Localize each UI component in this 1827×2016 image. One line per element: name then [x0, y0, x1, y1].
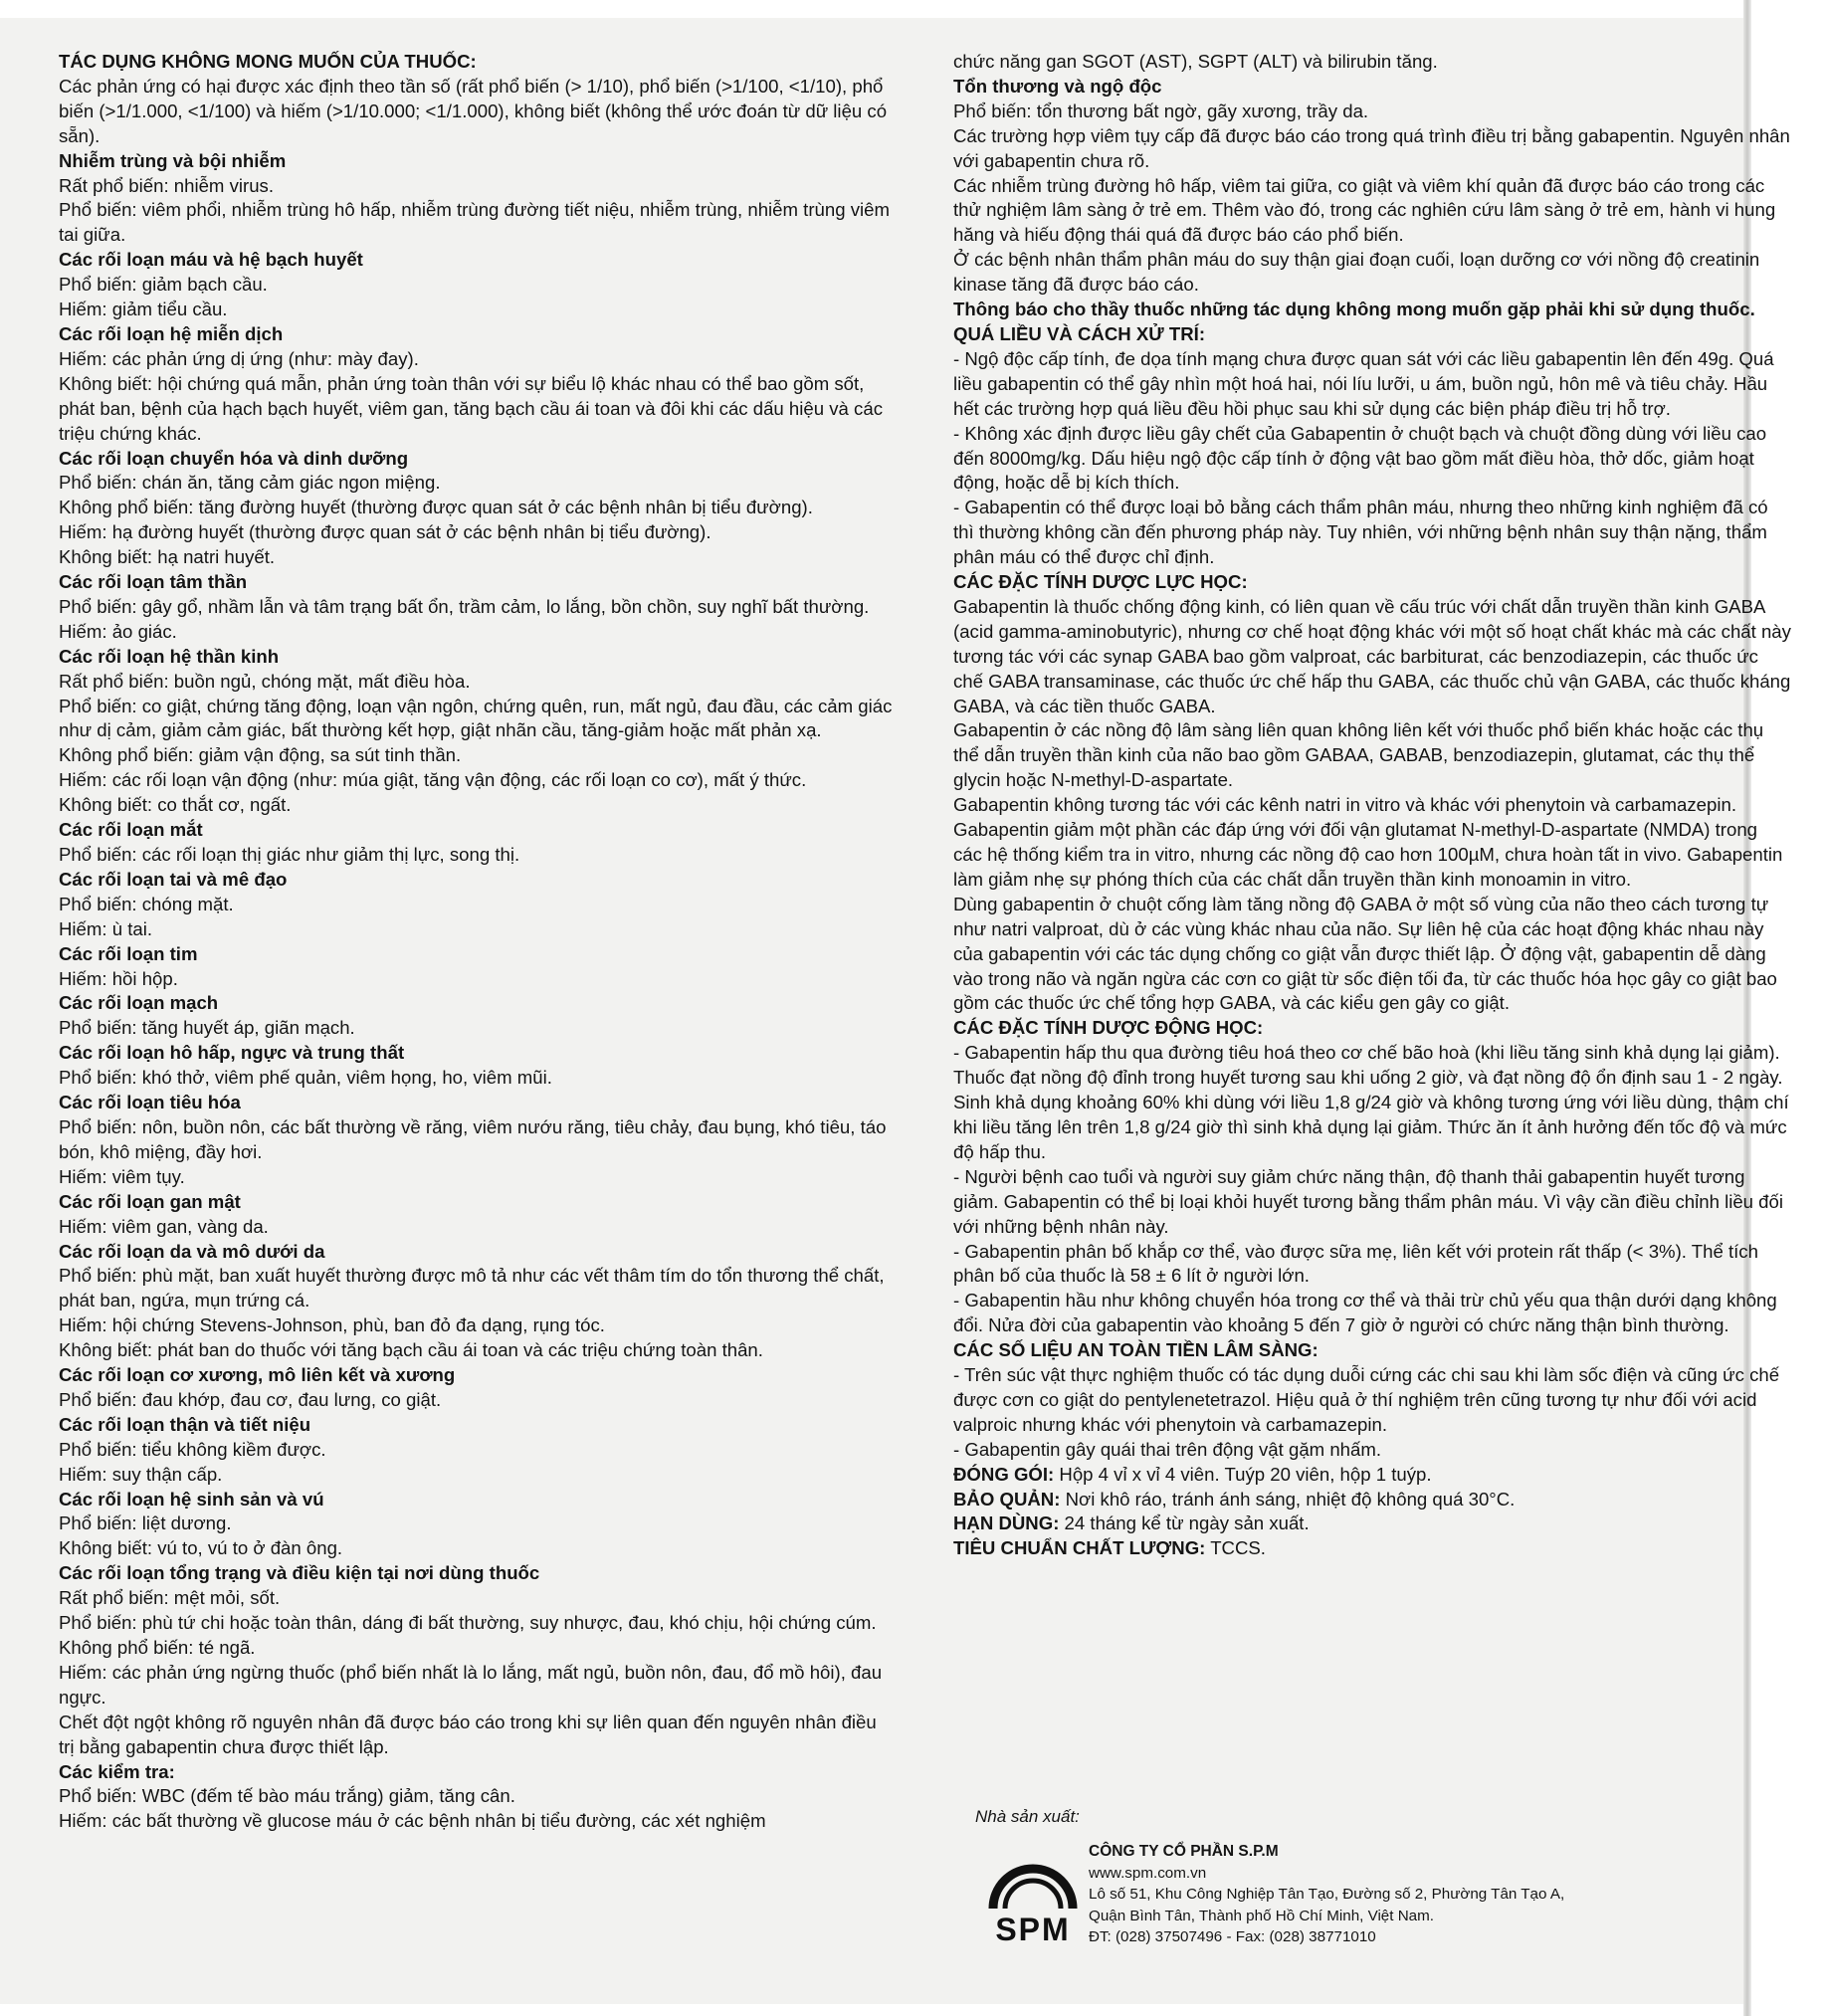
- paragraph: Phổ biến: tiểu không kiềm được.: [59, 1438, 326, 1460]
- paragraph: Phổ biến: liệt dương.: [59, 1512, 232, 1534]
- product-info-line: [953, 1512, 1791, 1536]
- paragraph: Không biết: phát ban do thuốc với tăng bạch cầu ái toan và các triệu chứng toàn thân.: [59, 1339, 763, 1361]
- section-heading: Các rối loạn hệ thần kinh: [59, 645, 280, 667]
- paragraph: Các nhiễm trùng đường hô hấp, viêm tai giữa, co giật và viêm khí quản đã được báo cáo trong các thử nghiệm lâm sàng ở trẻ em. Thêm vào đó, trong các nghiên cứu lâm sàng ở trẻ em, hành vi hung hăng và hiếu động thái quá đã được báo cáo phổ biến.: [953, 174, 1776, 246]
- section-heading: Các rối loạn cơ xương, mô liên kết và xương: [59, 1364, 456, 1386]
- paragraph: Không phổ biến: tăng đường huyết (thường được quan sát ở các bệnh nhân bị tiểu đường).: [59, 497, 813, 518]
- paragraph: - Trên súc vật thực nghiệm thuốc có tác dụng duỗi cứng các chi sau khi làm sốc điện và cũng ức chế được cơn co giật do pentylenetetrazol. Hiệu quả ở thí nghiệm trên cũng tương tự như đối với acid valproic nhưng khác với phenytoin và carbamazepin.: [953, 1364, 1780, 1435]
- paragraph: Hiếm: các phản ứng ngừng thuốc (phổ biến nhất là lo lắng, mất ngủ, buồn nôn, đau, đổ mồ hôi), đau ngực.: [59, 1661, 883, 1708]
- section-heading: Các rối loạn máu và hệ bạch huyết: [59, 249, 363, 271]
- section-heading: Các rối loạn chuyển hóa và dinh dưỡng: [59, 447, 409, 469]
- paragraph: Phổ biến: co giật, chứng tăng động, loạn vận ngôn, chứng quên, run, mất ngủ, đau đầu, các cảm giác như dị cảm, giảm cảm giác, bất thường kết hợp, giật nhãn cầu, tăng-giảm hoặc mất phản xạ.: [59, 695, 893, 741]
- section-heading: Các rối loạn tổng trạng và điều kiện tại nơi dùng thuốc: [59, 1562, 540, 1584]
- product-info-value: Nơi khô ráo, tránh ánh sáng, nhiệt độ không quá 30°C.: [1060, 1488, 1516, 1510]
- paragraph: Rất phổ biến: mệt mỏi, sốt.: [59, 1587, 281, 1609]
- section-heading: CÁC ĐẶC TÍNH DƯỢC LỰC HỌC:: [953, 571, 1248, 593]
- section-heading: Các rối loạn hệ sinh sản và vú: [59, 1488, 324, 1510]
- left-column: [59, 50, 893, 1834]
- paragraph: Các trường hợp viêm tụy cấp đã được báo cáo trong quá trình điều trị bằng gabapentin. Nguyên nhân với gabapentin chưa rõ.: [953, 124, 1790, 171]
- section-heading: TÁC DỤNG KHÔNG MONG MUỐN CỦA THUỐC:: [59, 51, 477, 72]
- paragraph: Hiếm: ảo giác.: [59, 620, 177, 642]
- paragraph: Hiếm: ù tai.: [59, 917, 153, 939]
- paragraph: Hiếm: suy thận cấp.: [59, 1463, 223, 1485]
- paragraph: Hiếm: hạ đường huyết (thường được quan sát ở các bệnh nhân bị tiểu đường).: [59, 521, 711, 543]
- product-info-line: [953, 1536, 1791, 1561]
- paragraph: Gabapentin ở các nồng độ lâm sàng liên quan không liên kết với thuốc phổ biến khác hoặc các thụ thể dẫn truyền thần kinh của não bao gồm GABAA, GABAB, benzodiazepin, glutamat, các thụ thể glycin hoặc N-methyl-D-aspartate.: [953, 719, 1764, 791]
- paragraph: Phổ biến: chán ăn, tăng cảm giác ngon miệng.: [59, 472, 441, 494]
- product-info-label: HẠN DÙNG:: [953, 1512, 1060, 1534]
- logo-text: SPM: [995, 1912, 1071, 1946]
- paragraph: Phổ biến: WBC (đếm tế bào máu trắng) giảm, tăng cân.: [59, 1785, 515, 1807]
- paragraph: - Không xác định được liều gây chết của Gabapentin ở chuột bạch và chuột đồng dùng với liều cao đến 8000mg/kg. Dấu hiệu ngộ độc cấp tính ở động vật bao gồm mất điều hòa, thở dốc, giảm hoạt động, hoặc dễ bị kích thích.: [953, 422, 1767, 494]
- paragraph: Phổ biến: đau khớp, đau cơ, đau lưng, co giật.: [59, 1388, 442, 1410]
- product-info-label: TIÊU CHUẨN CHẤT LƯỢNG:: [953, 1537, 1206, 1559]
- section-heading: CÁC ĐẶC TÍNH DƯỢC ĐỘNG HỌC:: [953, 1017, 1264, 1039]
- paragraph: - Người bệnh cao tuổi và người suy giảm chức năng thận, độ thanh thải gabapentin huyết tương giảm. Gabapentin có thể bị loại khỏi huyết tương bằng thẩm phân máu. Vì vậy cần điều chỉnh liều đối với những bệnh nhân này.: [953, 1165, 1783, 1237]
- paragraph: Chết đột ngột không rõ nguyên nhân đã được báo cáo trong khi sự liên quan đến nguyên nhân điều trị bằng gabapentin chưa được thiết lập.: [59, 1711, 877, 1757]
- paragraph: Hiếm: viêm tụy.: [59, 1165, 185, 1187]
- product-info-value: Hộp 4 vỉ x vỉ 4 viên. Tuýp 20 viên, hộp 1 tuýp.: [1054, 1463, 1432, 1485]
- paragraph: Hiếm: các rối loạn vận động (như: múa giật, tăng vận động, các rối loạn co cơ), mất ý thức.: [59, 769, 807, 791]
- product-info-line: [953, 1463, 1791, 1488]
- product-info-value: TCCS.: [1205, 1537, 1266, 1559]
- company-address-1: Lô số 51, Khu Công Nghiệp Tân Tạo, Đường số 2, Phường Tân Tạo A,: [1089, 1886, 1565, 1903]
- paragraph: - Ngộ độc cấp tính, đe dọa tính mạng chưa được quan sát với các liều gabapentin lên đến 49g. Quá liều gabapentin có thể gây nhìn một hoá hai, nói líu lưỡi, u ám, buồn ngủ, hôn mê và tiêu chảy. Hầu hết các trường hợp quá liều đều hồi phục sau khi sử dụng các biện pháp điều trị hỗ trợ.: [953, 347, 1774, 419]
- paragraph: Rất phổ biến: buồn ngủ, chóng mặt, mất điều hòa.: [59, 670, 471, 692]
- paragraph: Phổ biến: viêm phổi, nhiễm trùng hô hấp, nhiễm trùng đường tiết niệu, nhiễm trùng, nhiễm trùng viêm tai giữa.: [59, 199, 890, 246]
- paragraph: Ở các bệnh nhân thẩm phân máu do suy thận giai đoạn cuối, loạn dưỡng cơ với nồng độ creatinin kinase tăng đã được báo cáo.: [953, 249, 1760, 296]
- paragraph: Không biết: hội chứng quá mẫn, phản ứng toàn thân với sự biểu lộ khác nhau có thể bao gồm sốt, phát ban, bệnh của hạch bạch huyết, viêm gan, tăng bạch cầu ái toan và đôi khi các dấu hiệu và các triệu chứng khác.: [59, 372, 883, 444]
- paragraph: Gabapentin là thuốc chống động kinh, có liên quan về cấu trúc với chất dẫn truyền thần kinh GABA (acid gamma-aminobutyric), nhưng cơ chế hoạt động khác với một số hoạt chất khác mà các chất này tương tác với các synap GABA bao gồm valproat, các barbiturat, các benzodiazepin, các thuốc ức chế GABA transaminase, các thuốc ức chế hấp thu GABA, các thuốc chủ vận GABA, các thuốc kháng GABA, và các tiền thuốc GABA.: [953, 595, 1791, 716]
- section-heading: CÁC SỐ LIỆU AN TOÀN TIỀN LÂM SÀNG:: [953, 1339, 1319, 1361]
- section-heading: Các rối loạn hô hấp, ngực và trung thất: [59, 1042, 405, 1064]
- section-heading: Các rối loạn mắt: [59, 819, 203, 841]
- section-heading: Các rối loạn gan mật: [59, 1190, 241, 1212]
- company-name: CÔNG TY CỔ PHẦN S.P.M: [1089, 1843, 1279, 1860]
- paragraph: Không phổ biến: giảm vận động, sa sút tinh thần.: [59, 744, 462, 766]
- section-heading: Các rối loạn tiêu hóa: [59, 1092, 241, 1113]
- paragraph: - Gabapentin phân bố khắp cơ thể, vào được sữa mẹ, liên kết với protein rất thấp (< 3%). Thể tích phân bố của thuốc là 58 ± 6 lít ở người lớn.: [953, 1240, 1758, 1287]
- section-heading: Các rối loạn thận và tiết niệu: [59, 1413, 311, 1435]
- product-info-label: ĐÓNG GÓI:: [953, 1463, 1055, 1485]
- paragraph: chức năng gan SGOT (AST), SGPT (ALT) và bilirubin tăng.: [953, 51, 1438, 72]
- manufacturer-info: [1089, 1841, 1564, 1948]
- product-info-value: 24 tháng kể từ ngày sản xuất.: [1059, 1512, 1310, 1534]
- manufacturer-label: Nhà sản xuất:: [975, 1807, 1080, 1826]
- paragraph: Phổ biến: giảm bạch cầu.: [59, 274, 268, 296]
- paragraph: Không biết: hạ natri huyết.: [59, 546, 276, 568]
- company-phone: ĐT: (028) 37507496 - Fax: (028) 38771010: [1089, 1928, 1376, 1945]
- section-heading: Các rối loạn da và mô dưới da: [59, 1240, 325, 1262]
- paragraph: Phổ biến: nôn, buồn nôn, các bất thường về răng, viêm nướu răng, tiêu chảy, đau bụng, khó tiêu, táo bón, khô miệng, đầy hơi.: [59, 1115, 887, 1162]
- paragraph: Phổ biến: chóng mặt.: [59, 893, 234, 914]
- paragraph: - Gabapentin hầu như không chuyển hóa trong cơ thể và thải trừ chủ yếu qua thận dưới dạng không đổi. Nửa đời của gabapentin vào khoảng 5 đến 7 giờ ở người có chức năng thận bình thường.: [953, 1290, 1777, 1336]
- paragraph: Hiếm: viêm gan, vàng da.: [59, 1215, 269, 1237]
- manufacturer-block: [975, 1807, 1672, 1946]
- spm-logo: [975, 1857, 1091, 1946]
- paragraph: Phổ biến: gây gổ, nhầm lẫn và tâm trạng bất ổn, trầm cảm, lo lắng, bồn chồn, suy nghĩ bất thường.: [59, 595, 870, 617]
- paragraph: Không biết: co thắt cơ, ngất.: [59, 794, 292, 816]
- paragraph: Không phổ biến: té ngã.: [59, 1637, 256, 1658]
- paragraph: Hiếm: các phản ứng dị ứng (như: mày đay).: [59, 347, 419, 369]
- paragraph: Gabapentin không tương tác với các kênh natri in vitro và khác với phenytoin và carbamazepin. Gabapentin giảm một phần các đáp ứng với đối vận glutamat N-methyl-D-aspartate (NMDA) trong các hệ thống kiểm tra in vitro, nhưng các nồng độ cao hơn 100µM, chưa hoàn tất in vivo. Gabapentin làm giảm nhẹ sự phóng thích của các chất dẫn truyền thần kinh monoamin in vitro.: [953, 794, 1783, 890]
- paragraph: Phổ biến: phù tứ chi hoặc toàn thân, dáng đi bất thường, suy nhược, đau, khó chịu, hội chứng cúm.: [59, 1612, 877, 1634]
- paragraph: - Gabapentin hấp thu qua đường tiêu hoá theo cơ chế bão hoà (khi liều tăng sinh khả dụng lại giảm). Thuốc đạt nồng độ đỉnh trong huyết tương sau khi uống 2 giờ, và đạt nồng độ ổn định sau 1 - 2 ngày. Sinh khả dụng khoảng 60% khi dùng với liều 1,8 g/24 giờ và không tương ứng với liều dùng, thậm chí khi liều tăng lên trên 1,8 g/24 giờ thì sinh khả dụng lại giảm. Thức ăn ít ảnh hưởng đến tốc độ và mức độ hấp thu.: [953, 1042, 1789, 1162]
- section-heading: QUÁ LIỀU VÀ CÁCH XỬ TRÍ:: [953, 322, 1206, 344]
- paragraph: Phổ biến: các rối loạn thị giác như giảm thị lực, song thị.: [59, 844, 520, 865]
- section-heading: Các kiểm tra:: [59, 1760, 175, 1782]
- section-heading: Các rối loạn tai và mê đạo: [59, 868, 288, 890]
- paragraph: Phổ biến: khó thở, viêm phế quản, viêm họng, ho, viêm mũi.: [59, 1067, 552, 1089]
- section-heading: Các rối loạn tâm thần: [59, 571, 248, 593]
- product-info-line: [953, 1488, 1791, 1512]
- section-heading: Thông báo cho thầy thuốc những tác dụng không mong muốn gặp phải khi sử dụng thuốc.: [953, 299, 1755, 320]
- paragraph: - Gabapentin có thể được loại bỏ bằng cách thẩm phân máu, nhưng theo những kinh nghiệm đã có thì thường không cần đến phương pháp này. Tuy nhiên, với những bệnh nhân suy thận nặng, thẩm phân máu có thể được chỉ định.: [953, 497, 1768, 568]
- company-website: www.spm.com.vn: [1089, 1864, 1207, 1882]
- paragraph: Phổ biến: phù mặt, ban xuất huyết thường được mô tả như các vết thâm tím do tổn thương thể chất, phát ban, ngứa, mụn trứng cá.: [59, 1265, 885, 1311]
- section-heading: Nhiễm trùng và bội nhiễm: [59, 149, 287, 171]
- paragraph: Không biết: vú to, vú to ở đàn ông.: [59, 1537, 343, 1559]
- paragraph: Các phản ứng có hại được xác định theo tần số (rất phổ biến (> 1/10), phổ biến (>1/100, <1/10), phổ biến (>1/1.000, <1/100) và hiếm (>1/10.000; <1/1.000), không biết (không thể ước đoán từ dữ liệu có sẵn).: [59, 75, 888, 146]
- section-heading: Các rối loạn mạch: [59, 992, 219, 1014]
- section-heading: Các rối loạn tim: [59, 942, 198, 964]
- product-info-label: BẢO QUẢN:: [953, 1488, 1061, 1510]
- paragraph: - Gabapentin gây quái thai trên động vật gặm nhấm.: [953, 1438, 1381, 1460]
- paragraph: Hiếm: giảm tiểu cầu.: [59, 299, 228, 320]
- paragraph: Hiếm: các bất thường về glucose máu ở các bệnh nhân bị tiểu đường, các xét nghiệm: [59, 1810, 766, 1832]
- paragraph: Hiếm: hội chứng Stevens-Johnson, phù, ban đỏ đa dạng, rụng tóc.: [59, 1314, 605, 1336]
- section-heading: Tổn thương và ngộ độc: [953, 75, 1162, 97]
- section-heading: Các rối loạn hệ miễn dịch: [59, 322, 284, 344]
- paragraph: Phổ biến: tổn thương bất ngờ, gãy xương, trầy da.: [953, 100, 1369, 121]
- paragraph: Dùng gabapentin ở chuột cống làm tăng nồng độ GABA ở một số vùng của não theo cách tương tự như natri valproat, dù ở các vùng khác nhau của não. Sự liên hệ của các hoạt động khác nhau này của gabapentin với các tác dụng chống co giật vẫn được thiết lập. Ở động vật, gabapentin dễ dàng vào trong não và ngăn ngừa các cơn co giật từ sốc điện tối đa, từ các thuốc hóa học gây co giật bao gồm các thuốc ức chế tổng hợp GABA, và các kiểu gen gây co giật.: [953, 893, 1777, 1014]
- company-address-2: Quận Bình Tân, Thành phố Hồ Chí Minh, Việt Nam.: [1089, 1907, 1434, 1924]
- paragraph: Hiếm: hồi hộp.: [59, 967, 178, 989]
- right-column: [953, 50, 1791, 1561]
- paragraph: Rất phổ biến: nhiễm virus.: [59, 174, 275, 196]
- paragraph: Phổ biến: tăng huyết áp, giãn mạch.: [59, 1017, 355, 1039]
